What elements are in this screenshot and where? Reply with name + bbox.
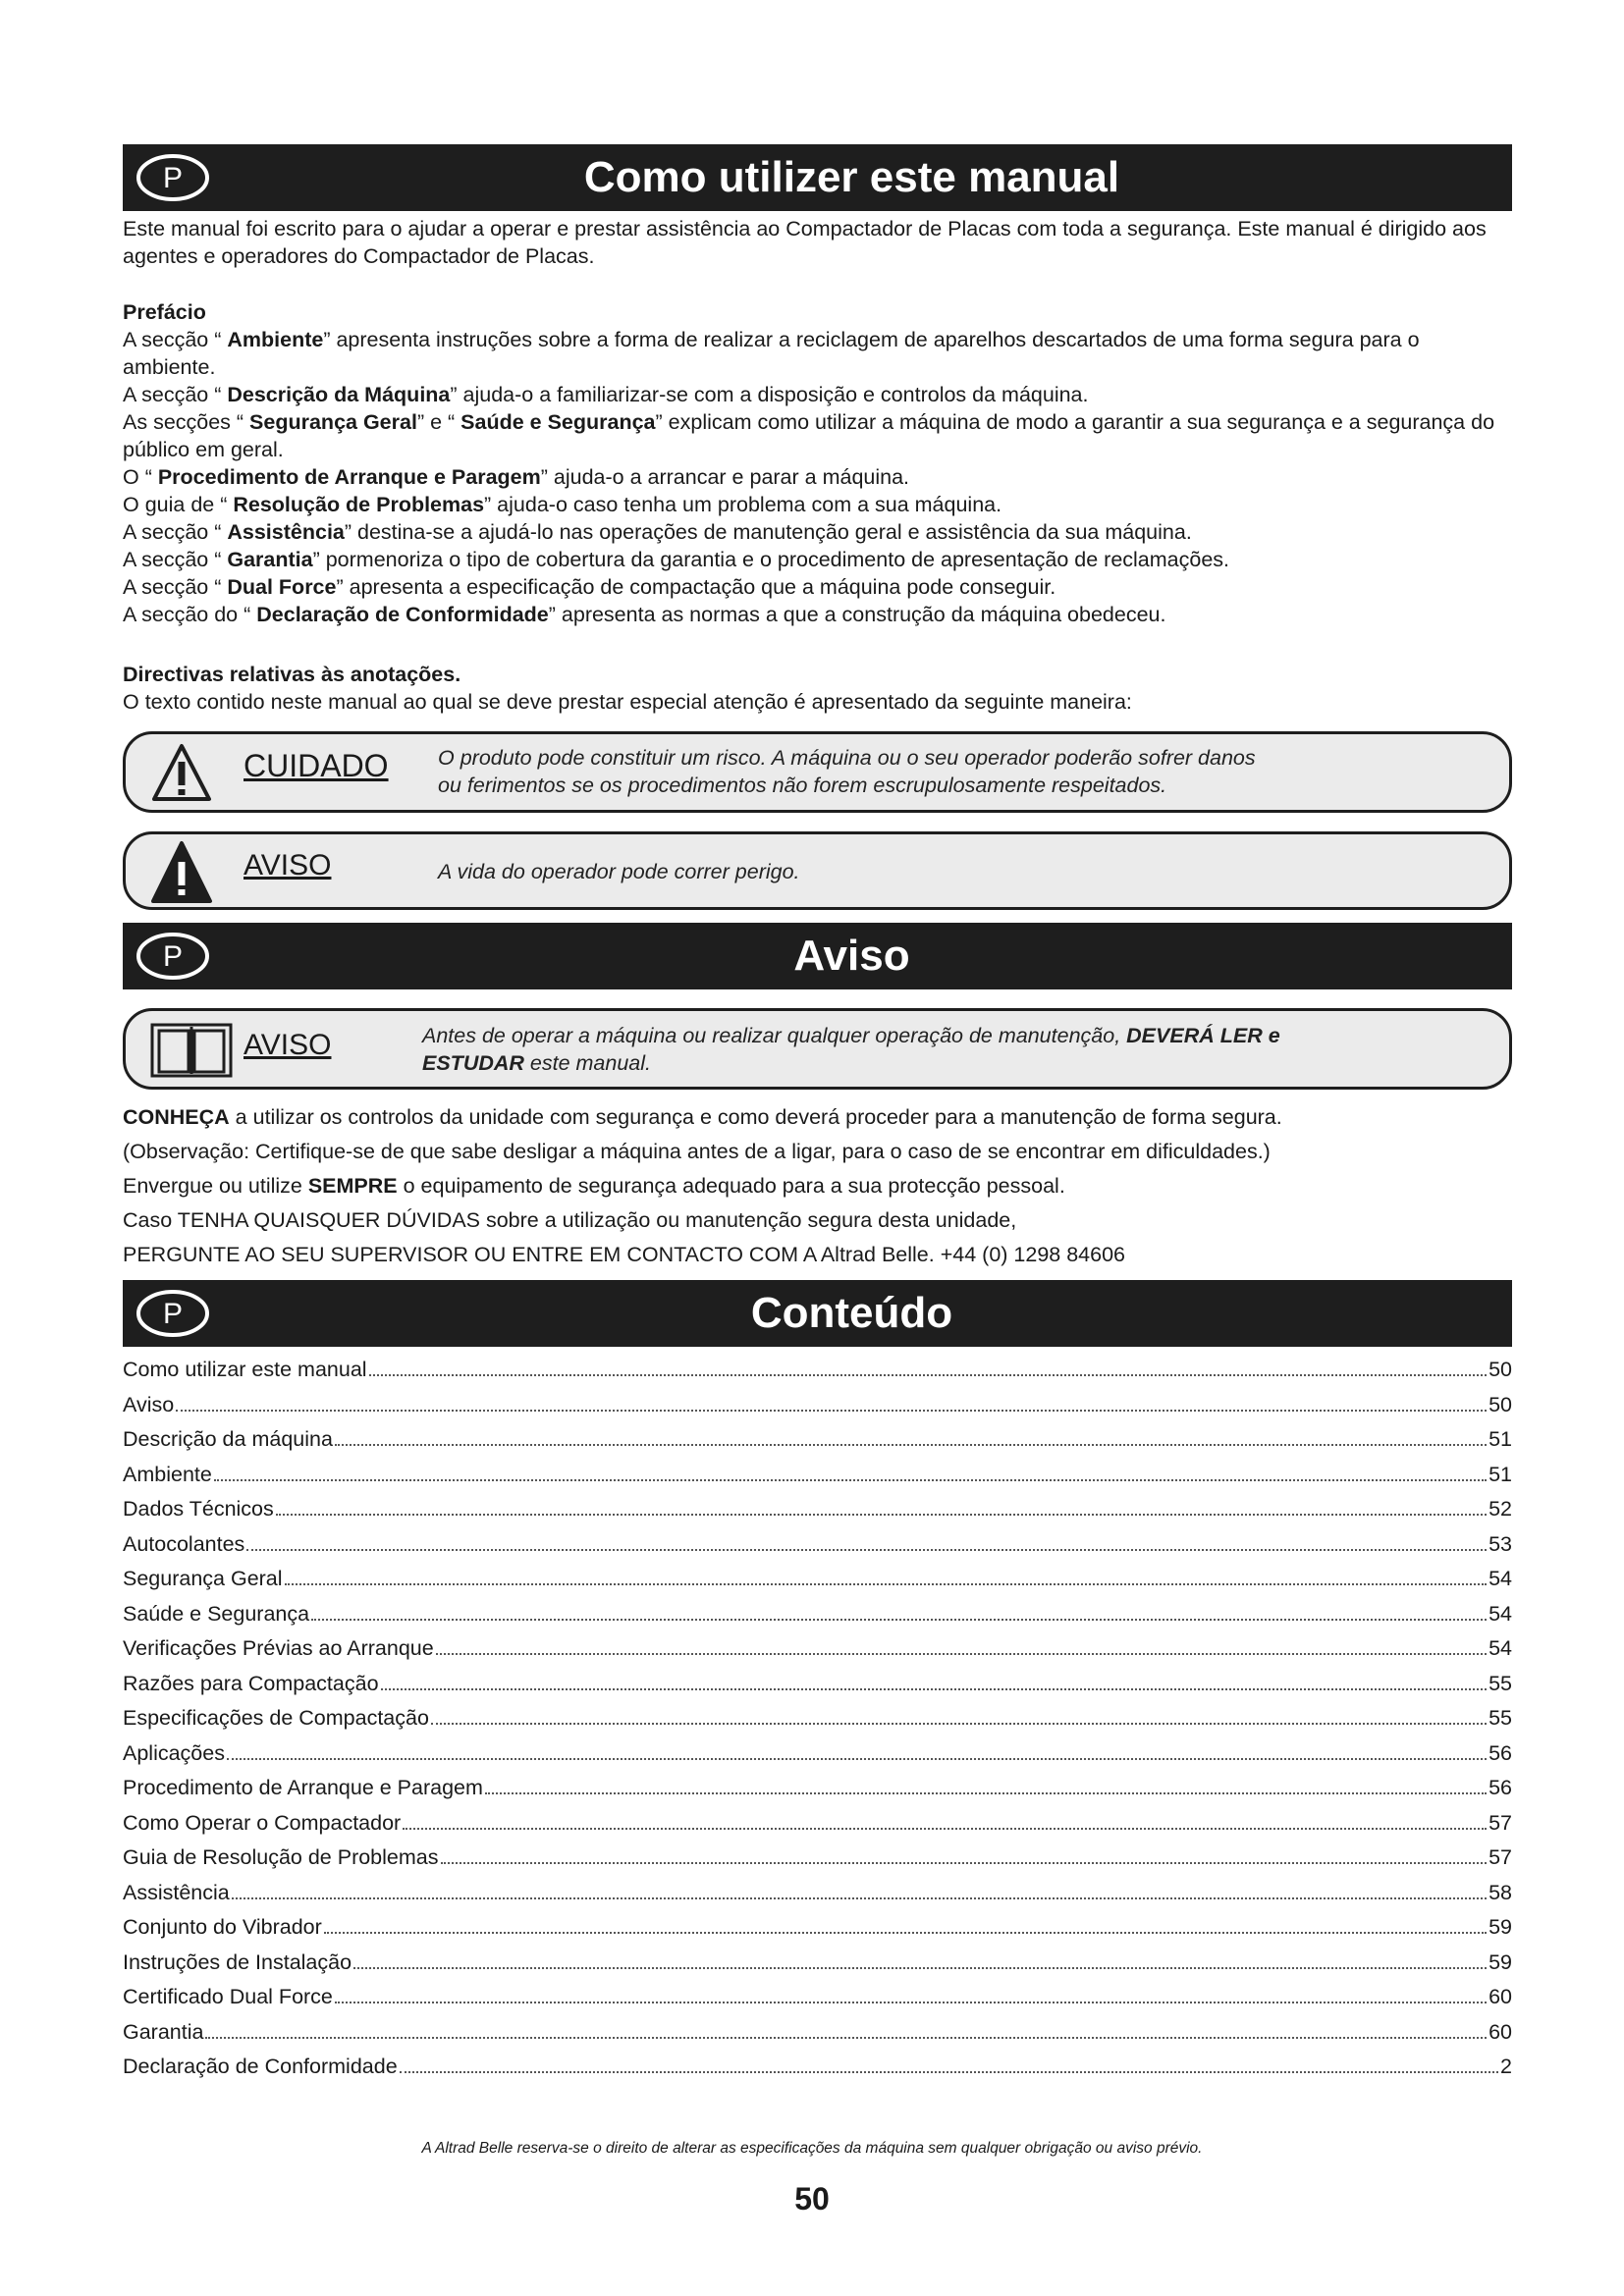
toc-entry-page: 2 — [1500, 2055, 1512, 2078]
toc-entry[interactable] — [123, 1497, 1512, 1532]
table-of-contents — [123, 1358, 1512, 2090]
cuidado-message — [438, 744, 1256, 799]
banner-title: Aviso — [793, 932, 910, 980]
toc-leader-dots — [311, 1619, 1487, 1621]
observacao-paragraph: (Observação: Certifique-se de que sabe desligar a máquina antes de a ligar, para o caso de se encontrar em dificuldades.) — [123, 1140, 1271, 1163]
toc-entry[interactable] — [123, 1776, 1512, 1811]
toc-leader-dots — [436, 1653, 1487, 1655]
toc-entry-title: Instruções de Instalação — [123, 1949, 352, 1974]
toc-entry-title: Segurança Geral — [123, 1567, 283, 1590]
footer-note: A Altrad Belle reserva-se o direito de alterar as especificações da máquina sem qualquer obrigação ou aviso prévio. — [421, 2140, 1203, 2157]
toc-entry-page: 52 — [1489, 1497, 1512, 1521]
toc-entry-title: Saúde e Segurança — [123, 1601, 310, 1626]
cuidado-line-2: ou ferimentos se os procedimentos não forem escrupulosamente respeitados. — [438, 774, 1167, 797]
section-banner-conteudo — [123, 1280, 1512, 1347]
prefacio-line: A secção do “ Declaração de Conformidade” apresenta as normas a que a construção da máquina obedeceu. — [123, 603, 1166, 626]
intro-text: Este manual foi escrito para o ajudar a operar e prestar assistência ao Compactador de Placas com toda a segurança. Este manual é dirigido aos agentes e operadores do Compactador de Placas. — [123, 217, 1487, 268]
toc-leader-dots — [246, 1549, 1487, 1551]
aviso-box — [123, 831, 1512, 910]
toc-entry[interactable] — [123, 1845, 1512, 1881]
toc-entry-title: Aviso — [123, 1392, 175, 1416]
prefacio-line: A secção “ Garantia” pormenoriza o tipo de cobertura da garantia e o procedimento de apresentação de reclamações. — [123, 548, 1230, 571]
toc-leader-dots — [335, 1444, 1487, 1446]
p-language-icon — [135, 153, 211, 202]
toc-leader-dots — [400, 2071, 1498, 2073]
toc-entry-title: Garantia — [123, 2019, 204, 2044]
toc-leader-dots — [381, 1688, 1488, 1690]
toc-entry-title: Razões para Compactação — [123, 1671, 379, 1695]
svg-text:P: P — [162, 1298, 184, 1330]
book-icon — [150, 1023, 233, 1078]
p-language-icon — [135, 1289, 211, 1338]
directivas-section — [123, 661, 1512, 716]
toc-leader-dots — [403, 1828, 1487, 1830]
svg-text:P: P — [162, 940, 184, 973]
toc-entry-title: Procedimento de Arranque e Paragem — [123, 1776, 483, 1799]
toc-entry-page: 51 — [1489, 1462, 1512, 1486]
toc-entry[interactable] — [123, 1602, 1512, 1637]
toc-entry-page: 59 — [1489, 1949, 1512, 1974]
toc-entry-page: 55 — [1489, 1706, 1512, 1730]
toc-entry-page: 57 — [1489, 1845, 1512, 1869]
aviso-message: A vida do operador pode correr perigo. — [438, 860, 800, 883]
toc-entry[interactable] — [123, 1741, 1512, 1777]
toc-entry-page: 60 — [1489, 2019, 1512, 2044]
prefacio-line: A secção “ Assistência” destina-se a ajudá-lo nas operações de manutenção geral e assistência da sua máquina. — [123, 520, 1192, 544]
banner-title: Como utilizer este manual — [583, 153, 1120, 201]
section-banner-manual — [123, 144, 1512, 211]
page-number: 50 — [794, 2181, 830, 2216]
toc-entry[interactable] — [123, 1672, 1512, 1707]
section-banner-aviso — [123, 923, 1512, 989]
toc-entry-title: Ambiente — [123, 1462, 212, 1486]
toc-leader-dots — [324, 1932, 1487, 1934]
toc-entry[interactable] — [123, 1393, 1512, 1428]
toc-entry-page: 53 — [1489, 1531, 1512, 1556]
toc-leader-dots — [276, 1514, 1487, 1516]
aviso-manual-message: Antes de operar a máquina ou realizar qualquer operação de manutenção, DEVERÁ LER e ESTUDAR este manual. — [422, 1024, 1280, 1075]
toc-entry-page: 57 — [1489, 1810, 1512, 1835]
toc-entry-title: Como Operar o Compactador — [123, 1810, 402, 1835]
toc-leader-dots — [335, 2002, 1487, 2003]
toc-leader-dots — [232, 1897, 1487, 1899]
toc-entry-title: Descrição da máquina — [123, 1427, 333, 1451]
toc-entry-page: 59 — [1489, 1915, 1512, 1939]
warning-triangle-icon — [150, 742, 213, 803]
p-language-icon — [135, 932, 211, 981]
toc-entry[interactable] — [123, 1706, 1512, 1741]
prefacio-heading: Prefácio — [123, 300, 206, 324]
toc-entry[interactable] — [123, 1811, 1512, 1846]
toc-entry-title: Conjunto do Vibrador — [123, 1915, 322, 1939]
toc-entry[interactable] — [123, 1915, 1512, 1950]
toc-entry-title: Certificado Dual Force — [123, 1985, 333, 2008]
toc-entry-page: 54 — [1489, 1601, 1512, 1626]
toc-entry-page: 56 — [1489, 1776, 1512, 1799]
toc-entry-title: Verificações Prévias ao Arranque — [123, 1636, 434, 1660]
toc-entry-page: 50 — [1489, 1392, 1512, 1416]
toc-entry-page: 60 — [1489, 1985, 1512, 2008]
sempre-paragraph: Envergue ou utilize SEMPRE o equipamento de segurança adequado para a sua protecção pessoal. — [123, 1174, 1065, 1198]
toc-entry-page: 58 — [1489, 1880, 1512, 1904]
toc-entry[interactable] — [123, 1881, 1512, 1916]
toc-entry[interactable] — [123, 1532, 1512, 1568]
toc-entry-page: 51 — [1489, 1427, 1512, 1451]
prefacio-line: A secção “ Ambiente” apresenta instruções sobre a forma de realizar a reciclagem de aparelhos descartados de uma forma segura para o ambiente. — [123, 328, 1420, 379]
toc-entry-title: Guia de Resolução de Problemas — [123, 1845, 439, 1869]
cuidado-line-1: O produto pode constituir um risco. A máquina ou o seu operador poderão sofrer danos — [438, 746, 1256, 770]
toc-entry-title: Especificações de Compactação — [123, 1706, 429, 1730]
toc-entry-title: Aplicações — [123, 1740, 225, 1765]
toc-entry-title: Autocolantes — [123, 1531, 245, 1556]
toc-entry[interactable] — [123, 2055, 1512, 2090]
toc-entry[interactable] — [123, 1985, 1512, 2020]
directivas-text: O texto contido neste manual ao qual se deve prestar especial atenção é apresentado da seguinte maneira: — [123, 690, 1132, 714]
cuidado-label: CUIDADO — [244, 748, 389, 783]
conheca-paragraph: CONHEÇA a utilizar os controlos da unidade com segurança e como deverá proceder para a manutenção de forma segura. — [123, 1105, 1282, 1129]
toc-leader-dots — [214, 1479, 1487, 1481]
prefacio-section — [123, 298, 1512, 628]
banner-title: Conteúdo — [750, 1289, 953, 1337]
contacto-paragraph: PERGUNTE AO SEU SUPERVISOR OU ENTRE EM CONTACTO COM A Altrad Belle. +44 (0) 1298 84606 — [123, 1243, 1125, 1266]
toc-entry-title: Assistência — [123, 1880, 230, 1904]
toc-leader-dots — [369, 1374, 1488, 1376]
cuidado-box — [123, 731, 1512, 813]
toc-entry[interactable] — [123, 1950, 1512, 1986]
toc-leader-dots — [441, 1862, 1488, 1864]
prefacio-line: A secção “ Dual Force” apresenta a especificação de compactação que a máquina pode conseguir. — [123, 575, 1056, 599]
svg-text:P: P — [162, 162, 184, 194]
toc-leader-dots — [205, 2037, 1487, 2039]
intro-paragraph — [123, 215, 1512, 270]
toc-leader-dots — [176, 1410, 1487, 1412]
aviso-manual-box — [123, 1008, 1512, 1090]
toc-entry[interactable] — [123, 2020, 1512, 2056]
toc-entry-title: Como utilizar este manual — [123, 1358, 367, 1381]
prefacio-line: A secção “ Descrição da Máquina” ajuda-o a familiarizar-se com a disposição e controlos da máquina. — [123, 383, 1089, 406]
toc-leader-dots — [285, 1583, 1488, 1585]
prefacio-line: O guia de “ Resolução de Problemas” ajuda-o caso tenha um problema com a sua máquina. — [123, 493, 1002, 516]
toc-entry-page: 55 — [1489, 1671, 1512, 1695]
toc-entry-title: Dados Técnicos — [123, 1497, 274, 1521]
aviso-section-text — [123, 1100, 1512, 1272]
toc-entry-page: 54 — [1489, 1636, 1512, 1660]
directivas-heading: Directivas relativas às anotações. — [123, 663, 461, 686]
toc-entry[interactable] — [123, 1463, 1512, 1498]
toc-entry[interactable] — [123, 1567, 1512, 1602]
toc-entry-page: 50 — [1489, 1358, 1512, 1381]
toc-entry[interactable] — [123, 1636, 1512, 1672]
toc-leader-dots — [227, 1758, 1487, 1760]
aviso-label: AVISO — [244, 849, 332, 881]
toc-leader-dots — [353, 1967, 1487, 1969]
toc-entry[interactable] — [123, 1427, 1512, 1463]
duvidas-paragraph: Caso TENHA QUAISQUER DÚVIDAS sobre a utilização ou manutenção segura desta unidade, — [123, 1208, 1017, 1232]
toc-leader-dots — [485, 1792, 1487, 1794]
aviso-manual-label: AVISO — [244, 1029, 332, 1061]
danger-triangle-icon — [150, 840, 213, 905]
prefacio-line: As secções “ Segurança Geral” e “ Saúde e Segurança” explicam como utilizar a máquina de modo a garantir a sua segurança e a segurança do público em geral. — [123, 410, 1495, 461]
toc-entry-title: Declaração de Conformidade — [123, 2055, 398, 2078]
toc-leader-dots — [431, 1723, 1487, 1725]
prefacio-line: O “ Procedimento de Arranque e Paragem” ajuda-o a arrancar e parar a máquina. — [123, 465, 910, 489]
toc-entry[interactable] — [123, 1358, 1512, 1393]
toc-entry-page: 54 — [1489, 1567, 1512, 1590]
toc-entry-page: 56 — [1489, 1740, 1512, 1765]
